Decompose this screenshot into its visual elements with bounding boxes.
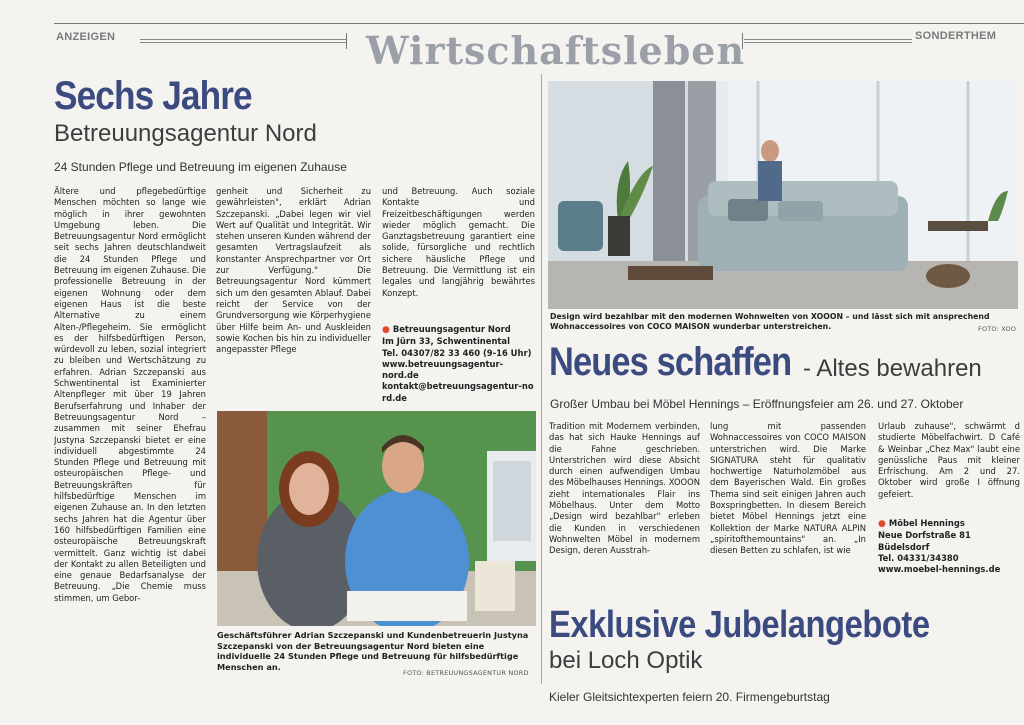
article1-photo-credit: FOTO: BETREUUNGSAGENTUR NORD: [403, 669, 529, 677]
article2-body-1: Tradition mit Modernem verbinden, das hat sich Hauke Hennings auf die Fahne geschrieben. Unterstrichen wird diese Absicht durch einen aufwendigen Umbau des Möbelhauses Hennings. XOOON zieht internationales Flair ins Möbelhaus. Unter dem Motto „Design wird bezahlbar" erleben die Kunden in verschiedenen Wohnwelten Möbel in modernem Design, deren Ausstrah-: [549, 421, 700, 556]
top-rule: [54, 23, 1024, 24]
article3-subheadline: bei Loch Optik: [549, 647, 703, 674]
header-rule-right: [744, 39, 912, 43]
article1-photo: [217, 411, 536, 626]
header-tick-right: [742, 33, 743, 49]
article1-contact-phone: Tel. 04307/82 33 460 (9-16 Uhr): [382, 347, 532, 358]
article2-contact-street: Neue Dorfstraße 81: [878, 530, 971, 541]
article2-body-2: lung mit passenden Wohnaccessoires von COCO MAISON unterstrichen wird. Die Marke SIGNATURA steht für qualitativ hochwertige Naturholzmöbel aus dem Bayerischen Wald. Ein großes Thema sind seit einigen Jahren auch Boxspringbetten. In diesem Bereich bietet Möbel Hennings jetzt eine Kollektion der Marke NATURA ALPIN „spiritofthemountains" an. „In diesen Betten zu schlafen, ist wie: [710, 421, 866, 556]
page-title: Wirtschaftsleben: [366, 28, 746, 73]
article2-headline-bold: Neues schaffen: [549, 340, 792, 384]
article2-column-3: [878, 421, 1020, 506]
article2-contact-name: [878, 518, 1020, 530]
article1-body-3: und Betreuung. Auch soziale Kontakte und Freizeitbeschäftigungen werden wieder möglich gemacht. Die Ganztagsbetreuung garantiert eine solide, fürsorgliche und rechtlich sichere häusliche Pflege und Betreuung. Die Vermittlung ist ein legales und langjährig bewährtes Konzept.: [382, 186, 535, 298]
article2-column-1: [549, 421, 700, 586]
article1-contact-web: www.betreuungsagentur-nord.de: [382, 358, 504, 381]
article2-photo: [548, 81, 1018, 309]
living-room-illustration: [548, 81, 1018, 309]
article1-column-1: [54, 186, 206, 681]
article1-photo-caption: Geschäftsführer Adrian Szczepanski und Kundenbetreuerin Justyna Szczepanski von der Betreuungsagentur Nord bieten eine individuelle 24 Stunden Pflege und Betreuung für hilfsbedürftige Menschen an.: [217, 630, 529, 672]
article2-contact-phone: Tel. 04331/34380: [878, 552, 959, 563]
section-label-left: ANZEIGEN: [56, 31, 116, 43]
article1-subheadline: Betreuungsagentur Nord: [54, 120, 317, 147]
header-tick-left: [346, 33, 347, 49]
article2-photo-caption: Design wird bezahlbar mit den modernen Wohnwelten von XOOON – und lässt sich mit ansprechend Wohnaccessoires von COCO MAISON wunderbar unterstreichen.: [550, 312, 990, 331]
article1-deck: 24 Stunden Pflege und Betreuung im eigenen Zuhause: [54, 160, 347, 174]
arrow-bullet-icon: ●: [382, 325, 390, 335]
article1-body-1: Ältere und pflegebedürftige Menschen möchten so lange wie möglich in ihrer gewohnten Umgebung leben. Die Betreuungsagentur Nord ermöglicht seit sechs Jahren deutschlandweit die 24 Stunden Pflege und Betreuung im eigenen Zuhause. Die professionelle Betreuung in der eigenen Wohnung oder dem eigenen Haus ist die beste Alternative zu einem Alten-/Pflegeheim. Sie ermöglicht es der hilfsbedürftigen Person, würdevoll zu leben, sozial integriert zu bleiben und Wertschätzung zu erfahren. Adrian Szczepanski aus Schwentinental ist Examinierter Altenpfleger mit über 19 Jahren Berufserfahrung und Inhaber der Betreuungsagentur Nord – zusammen mit seiner Ehefrau Justyna Szczepanski bietet er eine individuell abgestimmte 24 Stunden Pflege und Betreuung mit osteuropäischen Pflege- und Betreuungskräften für hilfsbedürftige Menschen im eigenen Zuhause an. In den letzten sechs Jahren hat die Agentur über 160 hilfsbedürftigen Familien eine osteuropäische Betreuungskraft vermittelt. Ganz wichtig ist dabei der Kontakt zu allen Beteiligten und eine genaue Bedarfsanalyse der Betreuung. „Die Chemie muss stimmen, um Gebor-: [54, 186, 206, 603]
article2-contact-web: www.moebel-hennings.de: [878, 564, 1001, 575]
article2-contact: [878, 518, 1020, 575]
section-label-right: SONDERTHEM: [915, 30, 997, 42]
article3-deck: Kieler Gleitsichtexperten feiern 20. Firmengeburtstag: [549, 690, 830, 704]
article1-contact-street: Im Jürn 33, Schwentinental: [382, 336, 510, 347]
article1-contact-name: [382, 324, 537, 336]
article1-headline: Sechs Jahre: [54, 74, 252, 118]
article2-contact-name-text: Möbel Hennings: [888, 518, 965, 528]
article1-contact-email: kontakt@betreuungsagentur-nord.de: [382, 381, 534, 403]
article1-contact: [382, 324, 537, 404]
arrow-bullet-icon: ●: [878, 519, 886, 529]
column-divider: [541, 74, 542, 684]
article1-body-2: genheit und Sicherheit zu gewährleisten", erklärt Adrian Szczepanski. „Dabei legen wir viel Wert auf Qualität und Integrität. Wir stehen unseren Kunden während der gesamten Vertragslaufzeit als konstanter Ansprechpartner vor Ort zur Verfügung." Die Betreuungsagentur Nord kümmert sich um den gesamten Ablauf. Dabei reicht der Service von der Grundversorgung wie Körperhygiene über Hilfe beim An- und Auskleiden sowie Kochen bis hin zu individueller angepasster Pflege: [216, 186, 371, 355]
header-rule-left: [140, 39, 346, 43]
article2-body-3: Urlaub zuhause", schwärmt d studierte Möbelfachwirt. D Café & Weinbar „Chez Max" laubt eine genüssliche Paus mit kleiner Erfrischung. Am 2 und 27. Oktober wird große I öffnung gefeiert.: [878, 421, 1020, 499]
article2-deck: Großer Umbau bei Möbel Hennings – Eröffnungsfeier am 26. und 27. Oktober: [550, 397, 964, 411]
article2-headline-rest: - Altes bewahren: [803, 355, 982, 382]
article1-column-2: [216, 186, 371, 398]
article2-column-2: [710, 421, 866, 586]
article1-contact-name-text: Betreuungsagentur Nord: [392, 324, 511, 334]
people-at-desk-illustration: [217, 411, 536, 626]
article3-headline: Exklusive Jubelangebote: [549, 604, 930, 646]
article2-photo-credit: FOTO: XOO: [978, 325, 1017, 333]
article2-contact-city: Büdelsdorf: [878, 541, 930, 552]
article1-column-3: [382, 186, 535, 316]
